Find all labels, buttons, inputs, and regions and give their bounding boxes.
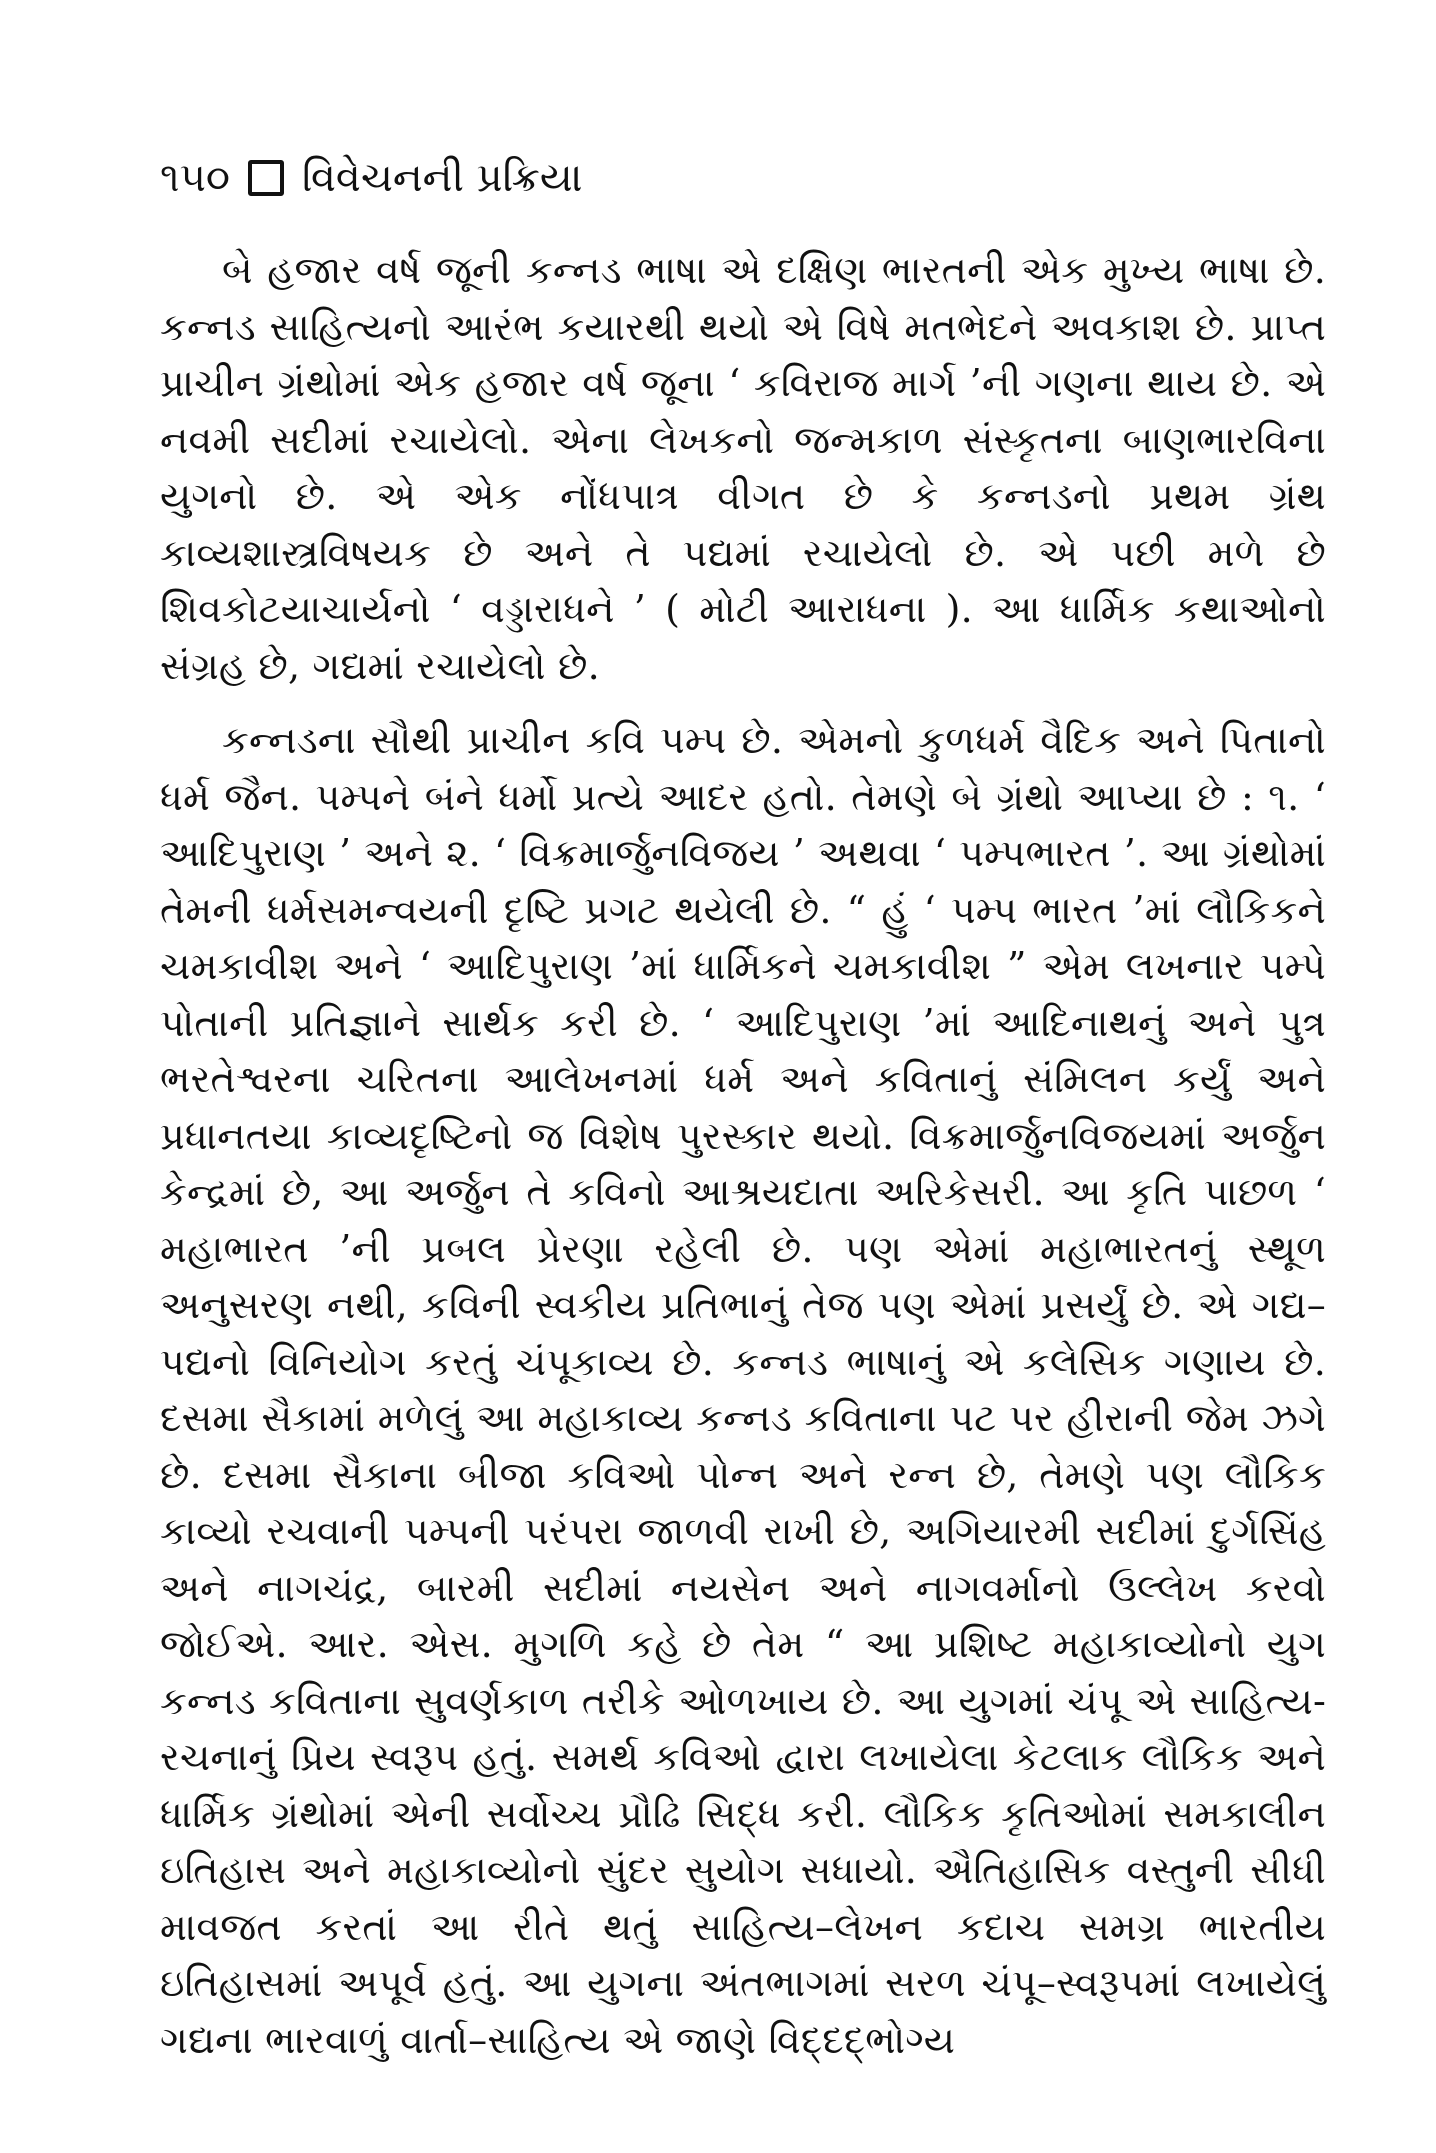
body-paragraph-2: કન્નડના સૌથી પ્રાચીન કવિ પમ્પ છે. એમનો કુળધર્મ વૈદિક અને પિતાનો ધર્મ જૈન. પમ્પને બંને ધર્મો પ્રત્યે આદર હતો. તેમણે બે ગ્રંથો આપ્યા છે : ૧. ‘ આદિપુરાણ ’ અને ૨. ‘ વિક્રમાર્જુનવિજય ’ અથવા ‘ પમ્પભારત ’. આ ગ્રંથોમાં તેમની ધર્મસમન્વયની દૃષ્ટિ પ્રગટ થયેલી છે. “ હું ‘ પમ્પ ભારત ’માં લૌકિકને ચમકાવીશ અને ‘ આદિપુરાણ ’માં ધાર્મિકને ચમકાવીશ ” એમ લખનાર પમ્પે પોતાની પ્રતિજ્ઞાને સાર્થક કરી છે. ‘ આદિપુરાણ ’માં આદિનાથનું અને પુત્ર ભરતેશ્વરના ચરિતના આલેખનમાં ધર્મ અને કવિતાનું સંમિલન કર્યું અને પ્રધાનતયા કાવ્યદૃષ્ટિનો જ વિશેષ પુરસ્કાર થયો. વિક્રમાર્જુનવિજયમાં અર્જુન કેન્દ્રમાં છે, આ અર્જુન તે કવિનો આશ્રયદાતા અરિકેસરી. આ કૃતિ પાછળ ‘ મહાભારત ’ની પ્રબલ પ્રેરણા રહેલી છે. પણ એમાં મહાભારતનું સ્થૂળ અનુસરણ નથી, કવિની સ્વકીય પ્રતિભાનું તેજ પણ એમાં પ્રસર્યું છે. એ ગદ્ય–પદ્યનો વિનિયોગ કરતું ચંપૂકાવ્ય છે. કન્નડ ભાષાનું એ કલેસિક ગણાય છે. દસમા સૈકામાં મળેલું આ મહાકાવ્ય કન્નડ કવિતાના પટ પર હીરાની જેમ ઝગે છે. દસમા સૈકાના બીજા કવિઓ પોન્ન અને રન્ન છે, તેમણે પણ લૌકિક કાવ્યો રચવાની પમ્પની પરંપરા જાળવી રાખી છે, અગિયારમી સદીમાં દુર્ગસિંહ અને નાગચંદ્ર, બારમી સદીમાં નયસેન અને નાગવર્માનો ઉલ્લેખ કરવો જોઈએ. આર. એસ. મુગળિ કહે છે તેમ “ આ પ્રશિષ્ટ મહાકાવ્યોનો યુગ કન્નડ કવિતાના સુવર્ણકાળ તરીકે ઓળખાય છે. આ યુગમાં ચંપૂ એ સાહિત્ય-રચનાનું પ્રિય સ્વરૂપ હતું. સમર્થ કવિઓ દ્વારા લખાયેલા કેટલાક લૌકિક અને ધાર્મિક ગ્રંથોમાં એની સર્વોચ્ચ પ્રૌઢિ સિદ્ધ કરી. લૌકિક કૃતિઓમાં સમકાલીન ઇતિહાસ અને મહાકાવ્યોનો સુંદર સુયોગ સધાયો. ઐતિહાસિક વસ્તુની સીધી માવજત કરતાં આ રીતે થતું સાહિત્ય–લેખન કદાચ સમગ્ર ભારતીય ઇતિહાસમાં અપૂર્વ હતું. આ યુગના અંતભાગમાં સરળ ચંપૂ–સ્વરૂપમાં લખાયેલું ગદ્યના ભારવાળું વાર્તા–સાહિત્ય એ જાણે વિદ્દદ્ભોગ્ય xyxy=(160,718,1326,2062)
running-title: વિવેચનની પ્રક્રિયા xyxy=(301,155,583,201)
square-ornament-icon xyxy=(248,160,284,196)
page-number: ૧૫૦ xyxy=(160,155,230,201)
running-head xyxy=(160,150,1326,206)
body-paragraph-1: બે હજાર વર્ષ જૂની કન્નડ ભાષા એ દક્ષિણ ભારતની એક મુખ્ય ભાષા છે. કન્નડ સાહિત્યનો આરંભ કયારથી થયો એ વિષે મતભેદને અવકાશ છે. પ્રાપ્ત પ્રાચીન ગ્રંથોમાં એક હજાર વર્ષ જૂના ‘ કવિરાજ માર્ગ ’ની ગણના થાય છે. એ નવમી સદીમાં રચાયેલો. એના લેખકનો જન્મકાળ સંસ્કૃતના બાણભારવિના યુગનો છે. એ એક નોંધપાત્ર વીગત છે કે કન્નડનો પ્રથમ ગ્રંથ કાવ્યશાસ્ત્રવિષયક છે અને તે પદ્યમાં રચાયેલો છે. એ પછી મળે છે શિવકોટયાચાર્યનો ‘ વડ્ડારાધને ’ ( મોટી આરાધના ). આ ધાર્મિક કથાઓનો સંગ્રહ છે, ગદ્યમાં રચાયેલો છે. xyxy=(160,248,1326,688)
